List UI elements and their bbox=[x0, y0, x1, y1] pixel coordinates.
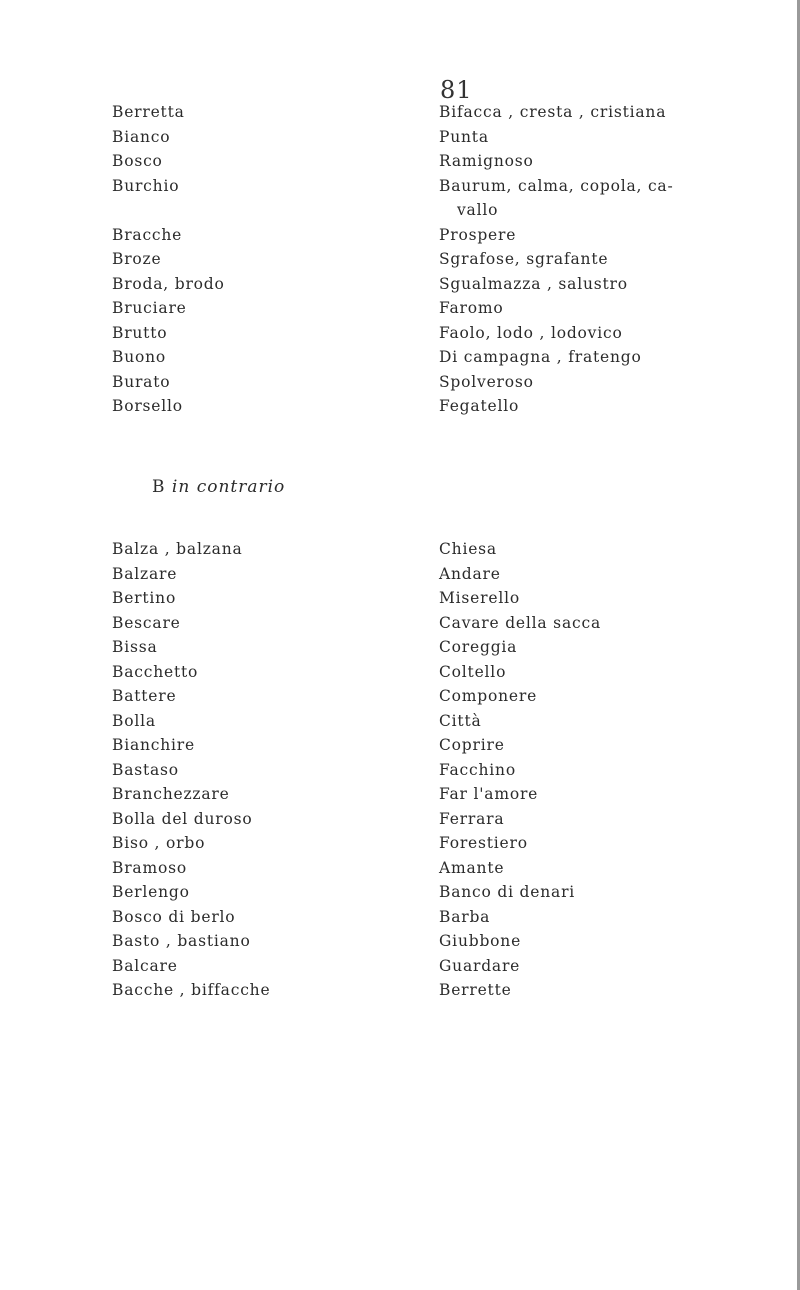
term-row: Burato bbox=[112, 372, 171, 391]
translation-row: Facchino bbox=[439, 760, 516, 779]
section-a-terms-column bbox=[112, 100, 225, 419]
translation-row: Di campagna , fratengo bbox=[439, 348, 642, 366]
translation-row: Faolo, lodo , lodovico bbox=[439, 323, 623, 342]
term-row: Buono bbox=[112, 348, 167, 366]
translation-row: Sgrafose, sgrafante bbox=[439, 250, 609, 268]
translation-row: Far l'amore bbox=[439, 785, 539, 803]
term-row: Borsello bbox=[112, 397, 183, 415]
term-row: Bissa bbox=[112, 638, 158, 656]
translation-row: Spolveroso bbox=[439, 372, 534, 391]
translation-row: Miserello bbox=[439, 589, 520, 607]
section-b-translations-column bbox=[439, 537, 601, 1003]
term-row-gap bbox=[112, 198, 225, 223]
translation-row: Punta bbox=[439, 127, 489, 146]
term-row: Bruciare bbox=[112, 299, 187, 317]
translation-row: Ferrara bbox=[439, 809, 505, 828]
term-row: Bolla bbox=[112, 711, 156, 730]
translation-row: Forestiero bbox=[439, 834, 528, 852]
term-row: Branchezzare bbox=[112, 785, 230, 803]
term-row: Bracche bbox=[112, 225, 183, 244]
translation-row: Bifacca , cresta , cristiana bbox=[439, 103, 667, 121]
section-b-terms-column bbox=[112, 537, 270, 1003]
translation-row: Componere bbox=[439, 687, 538, 705]
term-row: Balzare bbox=[112, 564, 178, 583]
term-row: Bianco bbox=[112, 127, 171, 146]
translation-row: Amante bbox=[439, 858, 505, 877]
translation-row: Andare bbox=[439, 564, 501, 583]
term-row: Brutto bbox=[112, 323, 168, 342]
term-row: Bastaso bbox=[112, 760, 179, 779]
translation-row: Cavare della sacca bbox=[439, 613, 601, 632]
term-row: Bertino bbox=[112, 589, 177, 607]
term-row: Berretta bbox=[112, 103, 185, 121]
translation-row: Fegatello bbox=[439, 397, 520, 415]
term-row: Bianchire bbox=[112, 736, 195, 754]
term-row: Balza , balzana bbox=[112, 540, 243, 558]
term-row: Burchio bbox=[112, 176, 180, 195]
term-row: Balcare bbox=[112, 956, 178, 975]
term-row: Bacchetto bbox=[112, 662, 199, 681]
term-row: Bescare bbox=[112, 613, 181, 632]
translation-row: Coprire bbox=[439, 736, 505, 754]
translation-row: Coreggia bbox=[439, 638, 518, 656]
term-row: Berlengo bbox=[112, 883, 190, 901]
translation-row: Prospere bbox=[439, 225, 517, 244]
translation-row: Banco di denari bbox=[439, 883, 576, 901]
translation-row: Baurum, calma, copola, ca- bbox=[439, 176, 674, 195]
translation-row-continuation: vallo bbox=[457, 201, 499, 219]
translation-row: Città bbox=[439, 711, 482, 730]
term-row: Bosco di berlo bbox=[112, 907, 236, 926]
translation-row: Barba bbox=[439, 907, 491, 926]
term-row: Broda, brodo bbox=[112, 274, 225, 293]
translation-row: Berrette bbox=[439, 981, 512, 999]
section-heading bbox=[152, 477, 285, 497]
translation-row: Faromo bbox=[439, 299, 504, 317]
translation-row: Chiesa bbox=[439, 540, 497, 558]
translation-row: Guardare bbox=[439, 956, 521, 975]
term-row: Battere bbox=[112, 687, 177, 705]
term-row: Biso , orbo bbox=[112, 834, 206, 852]
term-row: Bacche , biffacche bbox=[112, 981, 271, 999]
term-row: Basto , bastiano bbox=[112, 932, 251, 950]
term-row: Broze bbox=[112, 250, 162, 268]
page-number: 81 bbox=[440, 76, 473, 104]
term-row: Bosco bbox=[112, 152, 163, 170]
translation-row: Ramignoso bbox=[439, 152, 534, 170]
translation-row: Coltello bbox=[439, 662, 507, 681]
translation-row: Sgualmazza , salustro bbox=[439, 274, 628, 293]
term-row: Bramoso bbox=[112, 858, 187, 877]
section-heading-letter: B bbox=[152, 477, 166, 497]
term-row: Bolla del duroso bbox=[112, 809, 253, 828]
section-heading-title: in contrario bbox=[171, 477, 286, 497]
section-a-translations-column bbox=[439, 100, 769, 419]
translation-row: Giubbone bbox=[439, 932, 522, 950]
